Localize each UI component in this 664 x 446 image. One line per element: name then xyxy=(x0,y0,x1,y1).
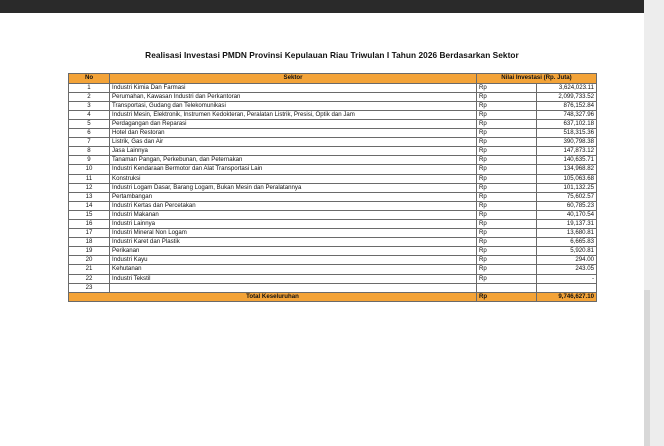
row-currency: Rp xyxy=(477,183,537,192)
table-row xyxy=(69,129,597,138)
row-no: 11 xyxy=(69,174,110,183)
table-row xyxy=(69,110,597,119)
row-sector: Konstruksi xyxy=(110,174,477,183)
row-no: 7 xyxy=(69,138,110,147)
total-row xyxy=(69,292,597,301)
table-row xyxy=(69,147,597,156)
table-row xyxy=(69,192,597,201)
table-row xyxy=(69,274,597,283)
row-no: 5 xyxy=(69,119,110,128)
row-currency: Rp xyxy=(477,83,537,92)
row-value: 243.05 xyxy=(537,265,597,274)
table-row xyxy=(69,229,597,238)
table-row xyxy=(69,119,597,128)
table-row xyxy=(69,265,597,274)
row-value: 2,099,733.52 xyxy=(537,92,597,101)
row-no: 4 xyxy=(69,110,110,119)
row-value: 5,920.81 xyxy=(537,247,597,256)
row-currency: Rp xyxy=(477,129,537,138)
row-sector: Industri Mesin, Elektronik, Instrumen Kedokteran, Peralatan Listrik, Presisi, Optik dan Jam xyxy=(110,110,477,119)
row-sector: Perumahan, Kawasan Industri dan Perkantoran xyxy=(110,92,477,101)
row-currency: Rp xyxy=(477,265,537,274)
row-value: 40,170.54 xyxy=(537,210,597,219)
row-currency: Rp xyxy=(477,119,537,128)
row-no: 8 xyxy=(69,147,110,156)
row-no: 14 xyxy=(69,201,110,210)
table-row xyxy=(69,220,597,229)
row-currency: Rp xyxy=(477,138,537,147)
row-value: 19,137.31 xyxy=(537,220,597,229)
row-sector: Industri Kayu xyxy=(110,256,477,265)
row-currency: Rp xyxy=(477,247,537,256)
row-value: - xyxy=(537,274,597,283)
table-row xyxy=(69,201,597,210)
table-row xyxy=(69,238,597,247)
row-value: 518,315.36 xyxy=(537,129,597,138)
row-value: 60,785.23 xyxy=(537,201,597,210)
row-no: 21 xyxy=(69,265,110,274)
row-no: 18 xyxy=(69,238,110,247)
table-header-row xyxy=(69,74,597,84)
row-value: 147,873.12 xyxy=(537,147,597,156)
row-currency: Rp xyxy=(477,110,537,119)
table-row xyxy=(69,92,597,101)
row-value: 105,063.68 xyxy=(537,174,597,183)
row-sector: Jasa Lainnya xyxy=(110,147,477,156)
row-no: 3 xyxy=(69,101,110,110)
row-currency: Rp xyxy=(477,210,537,219)
table-row xyxy=(69,247,597,256)
row-sector: Tanaman Pangan, Perkebunan, dan Peternakan xyxy=(110,156,477,165)
row-no: 10 xyxy=(69,165,110,174)
table-body xyxy=(69,83,597,301)
total-label: Total Keseluruhan xyxy=(69,292,477,301)
total-value: 9,746,627.10 xyxy=(537,292,597,301)
row-sector: Pertambangan xyxy=(110,192,477,201)
row-currency: Rp xyxy=(477,174,537,183)
total-currency: Rp xyxy=(477,292,537,301)
row-sector: Industri Lainnya xyxy=(110,220,477,229)
row-value: 75,602.57 xyxy=(537,192,597,201)
row-no: 15 xyxy=(69,210,110,219)
row-no: 13 xyxy=(69,192,110,201)
row-sector: Industri Kimia Dan Farmasi xyxy=(110,83,477,92)
row-value: 637,102.18 xyxy=(537,119,597,128)
row-sector: Transportasi, Gudang dan Telekomunikasi xyxy=(110,101,477,110)
table-row xyxy=(69,83,597,92)
table-row xyxy=(69,138,597,147)
row-value: 390,798.38 xyxy=(537,138,597,147)
table-row xyxy=(69,183,597,192)
row-value: 294.00 xyxy=(537,256,597,265)
row-no: 17 xyxy=(69,229,110,238)
row-no: 19 xyxy=(69,247,110,256)
row-currency: Rp xyxy=(477,101,537,110)
row-sector: Industri Logam Dasar, Barang Logam, Bukan Mesin dan Peralatannya xyxy=(110,183,477,192)
document-title: Realisasi Investasi PMDN Provinsi Kepulauan Riau Triwulan I Tahun 2026 Berdasarkan Sektor xyxy=(145,50,519,60)
row-no: 22 xyxy=(69,274,110,283)
table-row xyxy=(69,165,597,174)
row-sector: Industri Makanan xyxy=(110,210,477,219)
table-row xyxy=(69,283,597,292)
row-currency: Rp xyxy=(477,92,537,101)
row-no: 23 xyxy=(69,283,110,292)
row-sector: Industri Kendaraan Bermotor dan Alat Transportasi Lain xyxy=(110,165,477,174)
row-value: 3,624,023.11 xyxy=(537,83,597,92)
row-value: 876,152.84 xyxy=(537,101,597,110)
row-sector: Listrik, Gas dan Air xyxy=(110,138,477,147)
table-row xyxy=(69,210,597,219)
row-sector: Industri Tekstil xyxy=(110,274,477,283)
row-sector: Industri Karet dan Plastik xyxy=(110,238,477,247)
table-row xyxy=(69,101,597,110)
row-sector: Kehutanan xyxy=(110,265,477,274)
row-currency: Rp xyxy=(477,147,537,156)
row-currency: Rp xyxy=(477,238,537,247)
row-currency: Rp xyxy=(477,220,537,229)
row-value: 101,132.25 xyxy=(537,183,597,192)
row-no: 6 xyxy=(69,129,110,138)
row-value xyxy=(537,283,597,292)
table-row xyxy=(69,256,597,265)
row-no: 2 xyxy=(69,92,110,101)
row-value: 13,680.81 xyxy=(537,229,597,238)
row-value: 6,665.83 xyxy=(537,238,597,247)
viewer-top-bar xyxy=(0,0,664,13)
row-sector: Perikanan xyxy=(110,247,477,256)
row-no: 1 xyxy=(69,83,110,92)
row-value: 134,968.82 xyxy=(537,165,597,174)
header-no: No xyxy=(69,74,110,84)
table-row xyxy=(69,174,597,183)
row-currency xyxy=(477,283,537,292)
investment-table xyxy=(68,73,597,302)
row-currency: Rp xyxy=(477,274,537,283)
row-sector: Industri Kertas dan Percetakan xyxy=(110,201,477,210)
row-currency: Rp xyxy=(477,192,537,201)
row-value: 140,635.71 xyxy=(537,156,597,165)
row-currency: Rp xyxy=(477,156,537,165)
row-sector: Perdagangan dan Reparasi xyxy=(110,119,477,128)
row-value: 748,327.96 xyxy=(537,110,597,119)
header-sector: Sektor xyxy=(110,74,477,84)
scrollbar-shadow xyxy=(644,290,650,446)
table-row xyxy=(69,156,597,165)
row-currency: Rp xyxy=(477,201,537,210)
row-currency: Rp xyxy=(477,256,537,265)
row-no: 16 xyxy=(69,220,110,229)
row-currency: Rp xyxy=(477,229,537,238)
row-no: 12 xyxy=(69,183,110,192)
row-sector: Industri Mineral Non Logam xyxy=(110,229,477,238)
row-no: 20 xyxy=(69,256,110,265)
header-value: Nilai Investasi (Rp. Juta) xyxy=(477,74,597,84)
row-currency: Rp xyxy=(477,165,537,174)
row-sector xyxy=(110,283,477,292)
row-no: 9 xyxy=(69,156,110,165)
row-sector: Hotel dan Restoran xyxy=(110,129,477,138)
